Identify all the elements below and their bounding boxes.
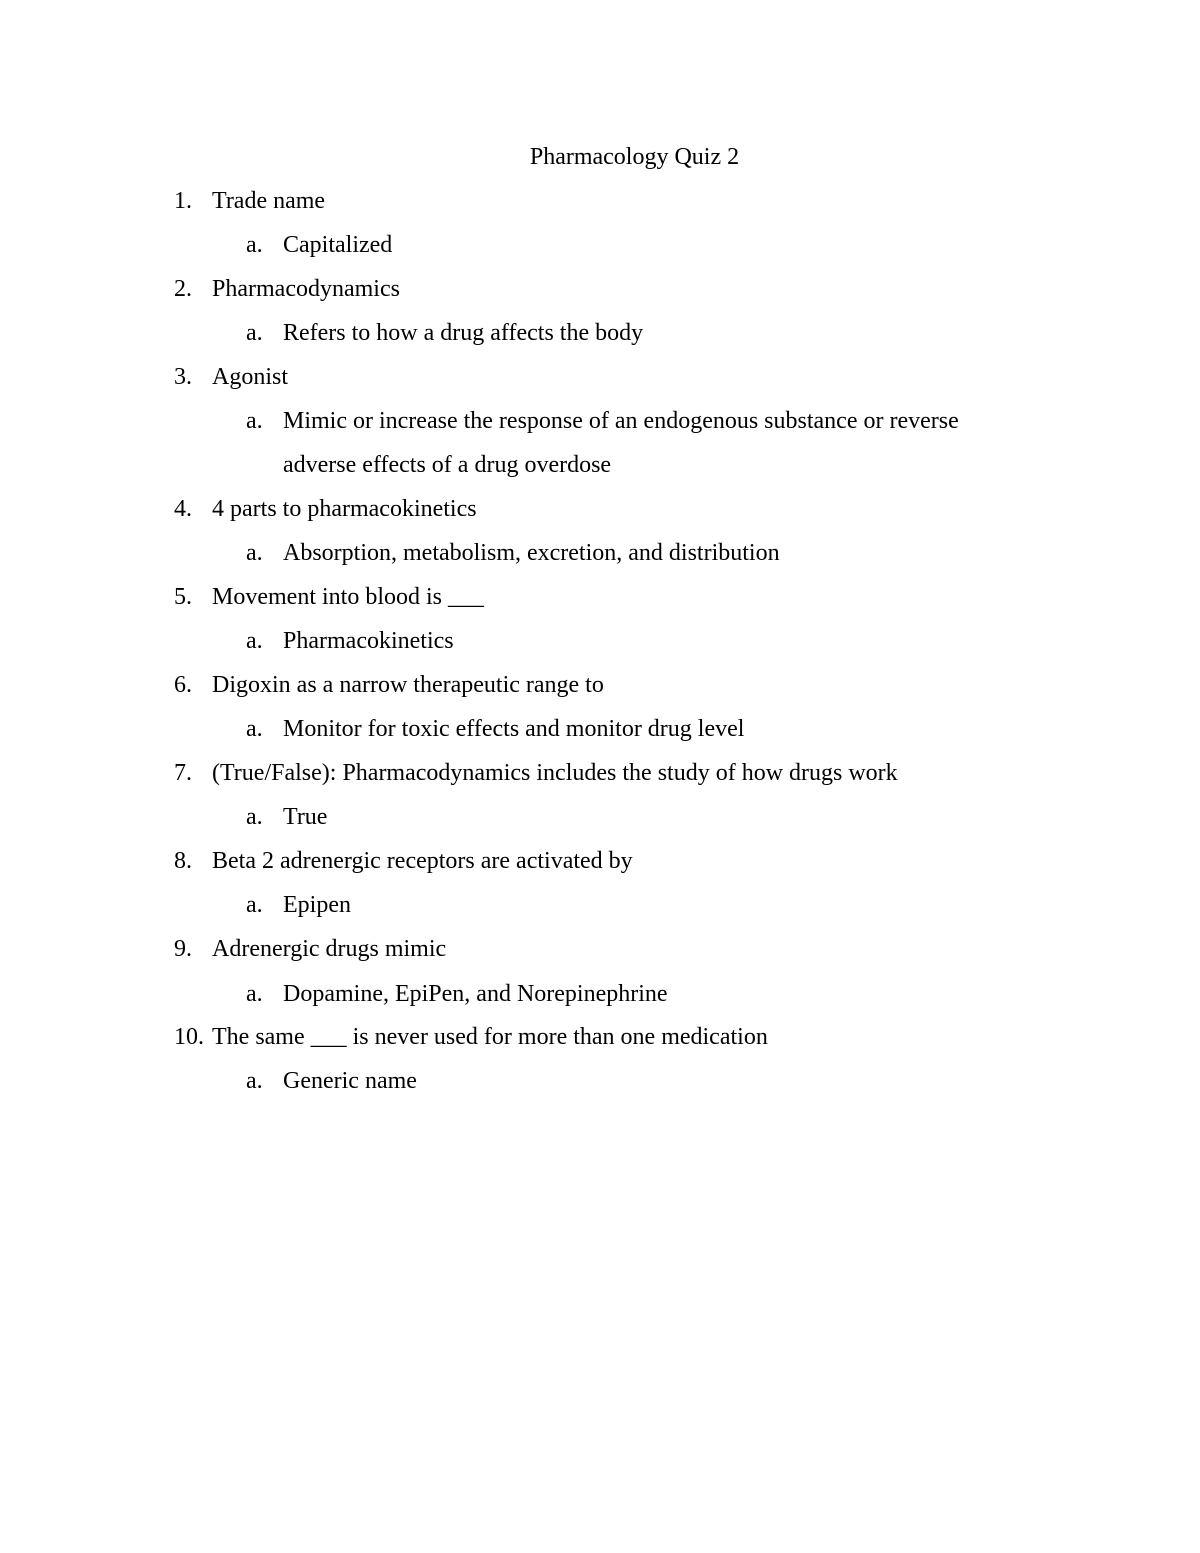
answer-letter: a. <box>246 981 263 1007</box>
answer-text: Absorption, metabolism, excretion, and distribution <box>283 540 780 566</box>
answer-letter: a. <box>246 1068 263 1094</box>
answer-text: Capitalized <box>283 232 393 258</box>
question-number: 2. <box>174 276 192 302</box>
question-text: Adrenergic drugs mimic <box>212 936 447 962</box>
answer-text: True <box>283 804 328 830</box>
answer-letter: a. <box>246 408 263 434</box>
answer-letter: a. <box>246 320 263 346</box>
answer-text: Refers to how a drug affects the body <box>283 320 644 346</box>
question-number: 5. <box>174 584 192 610</box>
page-title: Pharmacology Quiz 2 <box>529 144 740 170</box>
question-text: Movement into blood is ___ <box>212 584 484 610</box>
answer-text: Monitor for toxic effects and monitor drug level <box>283 716 745 742</box>
answer-text: Epipen <box>283 892 351 918</box>
question-text: Pharmacodynamics <box>212 276 400 302</box>
answer-letter: a. <box>246 804 263 830</box>
answer-letter: a. <box>246 716 263 742</box>
answer-text: Dopamine, EpiPen, and Norepinephrine <box>283 981 668 1007</box>
answer-letter: a. <box>246 540 263 566</box>
answer-letter: a. <box>246 892 263 918</box>
question-text: (True/False): Pharmacodynamics includes the study of how drugs work <box>212 760 898 786</box>
answer-text: Generic name <box>283 1068 417 1094</box>
answer-text: Mimic or increase the response of an endogenous substance or reverse <box>283 408 959 434</box>
question-number: 10. <box>174 1024 204 1050</box>
question-text: 4 parts to pharmacokinetics <box>212 496 477 522</box>
question-number: 3. <box>174 364 192 390</box>
question-number: 1. <box>174 188 192 214</box>
question-number: 6. <box>174 672 192 698</box>
question-text: Digoxin as a narrow therapeutic range to <box>212 672 604 698</box>
answer-letter: a. <box>246 232 263 258</box>
question-text: Agonist <box>212 364 289 390</box>
question-text: Beta 2 adrenergic receptors are activated by <box>212 848 633 874</box>
question-number: 4. <box>174 496 192 522</box>
question-number: 8. <box>174 848 192 874</box>
answer-text: Pharmacokinetics <box>283 628 454 654</box>
answer-letter: a. <box>246 628 263 654</box>
question-number: 7. <box>174 760 192 786</box>
question-text: The same ___ is never used for more than one medication <box>212 1024 768 1050</box>
answer-3-continued: adverse effects of a drug overdose <box>283 452 612 478</box>
question-text: Trade name <box>212 188 326 214</box>
question-number: 9. <box>174 936 192 962</box>
